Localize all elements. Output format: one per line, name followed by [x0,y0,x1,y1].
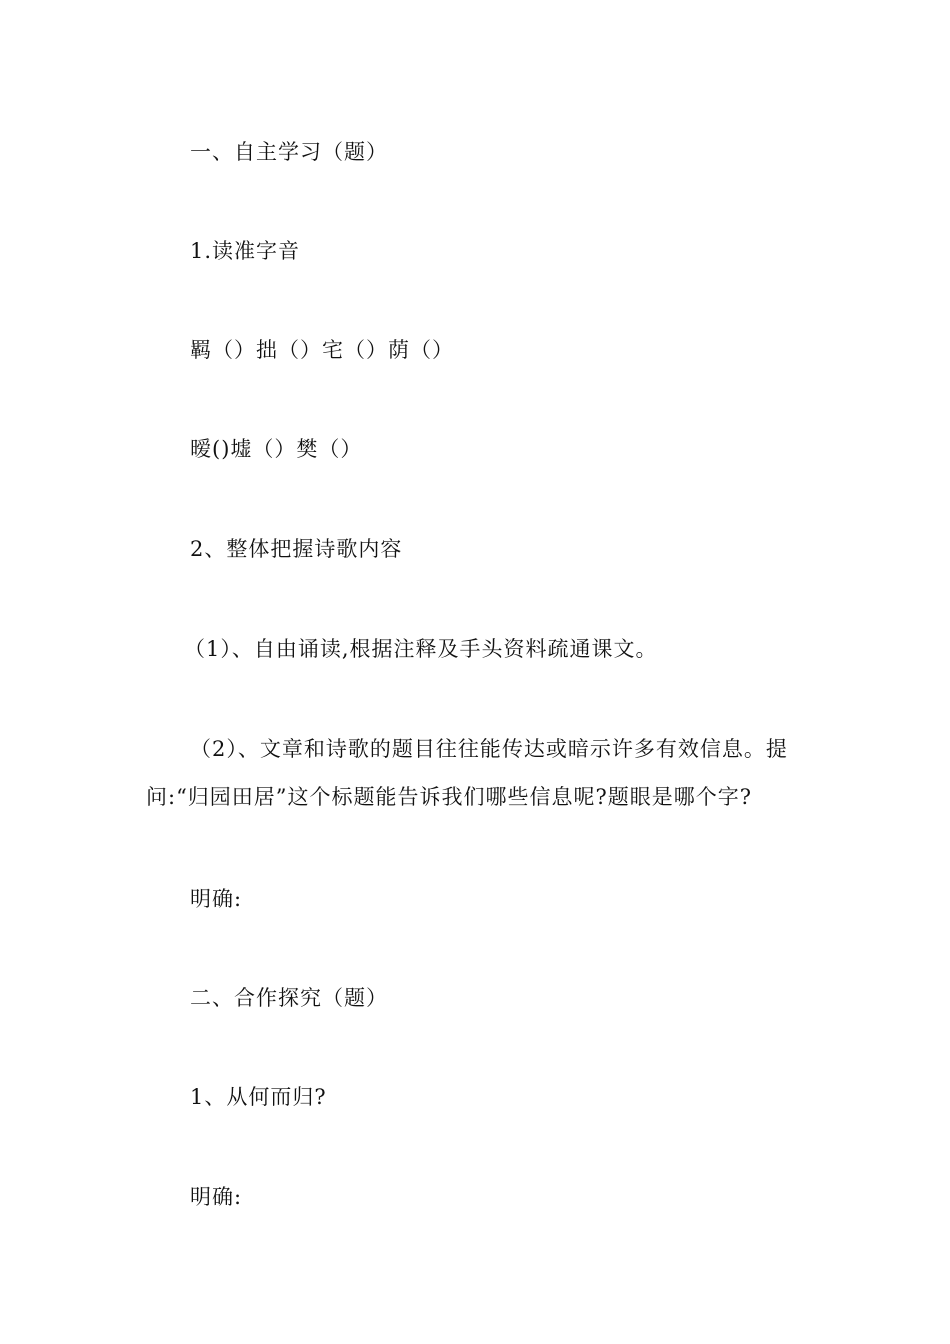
answer-label-2: 明确: [190,1185,243,1209]
subitem-free-reading: （1）、自由诵读,根据注释及手头资料疏通课文。 [184,637,658,661]
item-where-return-from: 1、从何而归? [190,1085,327,1109]
subitem-title-question: （2）、文章和诗歌的题目往往能传达或暗示许多有效信息。提问:“归园田居”这个标题能告诉我们哪些信息呢?题眼是哪个字? [146,737,788,809]
section-heading-self-study: 一、自主学习（题） [190,140,388,164]
item-pronunciation: 1.读准字音 [190,239,301,263]
item-grasp-content: 2、整体把握诗歌内容 [190,537,403,561]
pronunciation-row-2: 暧()墟（）樊（） [190,437,363,461]
answer-label-1: 明确: [190,887,243,911]
pronunciation-row-1: 羁（）拙（）宅（）荫（） [190,338,454,362]
section-heading-cooperative-inquiry: 二、合作探究（题） [190,986,388,1010]
